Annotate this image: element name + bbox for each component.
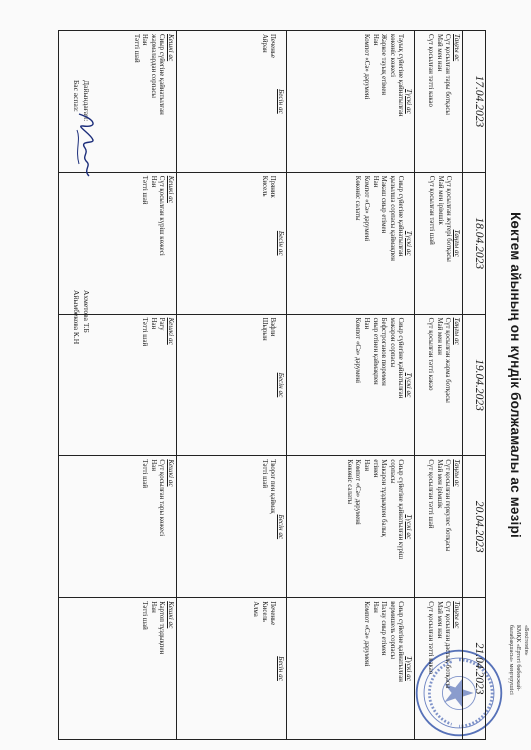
signature-icon <box>71 110 101 180</box>
snack-cell <box>177 314 287 456</box>
meal-label: Кешкі ас <box>167 317 175 345</box>
dish: Шырын <box>260 317 268 341</box>
approval-line: балабақшасы» меңгерушісі <box>508 625 514 695</box>
lunch-cell <box>287 31 415 173</box>
dish: Нан <box>371 175 379 188</box>
dinner-cell <box>59 456 177 598</box>
dish: Май мен ірімшік <box>435 459 443 509</box>
dish: Нан <box>149 459 157 471</box>
meal-label: Таңғы ас <box>453 459 461 487</box>
meal-label: Таңғы ас <box>453 317 461 345</box>
dish: жармалардан сорпасы <box>149 34 157 98</box>
dish: сиыр етінен қаймақпен <box>371 317 379 385</box>
dish: Сиыр сүйегіне қайнатылған <box>397 317 405 399</box>
dish: Сүт қосылған дастық ботқасы <box>444 601 452 689</box>
lunch-row <box>287 31 415 740</box>
dish: Тауық сүйегіне қайнатылған <box>397 34 405 117</box>
meal-label: Бесін ас <box>277 89 285 114</box>
head-cook-name: Айымбекова К.Н <box>72 290 81 345</box>
dish: Кисель <box>260 175 268 197</box>
dish: Нан <box>141 34 149 46</box>
meal-label: Түскі ас <box>405 89 413 114</box>
meal-label: Кешкі ас <box>167 459 175 487</box>
dish: Сүт қосылған геркулес ботқасы <box>444 459 452 552</box>
dish: Творог пен қаймақ <box>269 459 277 514</box>
dish: Сүт қосылған тәтті шай <box>427 459 435 529</box>
dish: Палау сиыр етімен <box>380 601 388 656</box>
dish: Пряник <box>269 175 277 198</box>
dish: Май мен нан <box>435 34 443 72</box>
dish: вермишель сорпасы <box>388 601 396 660</box>
prepared-by-name: Ахметова Т.Б <box>82 290 91 333</box>
dish: Сүт қосылған жарма ботқасы <box>444 317 452 403</box>
dish: Сиыр сүйегіне қайнатылған <box>158 34 166 115</box>
dish: Нан <box>149 317 157 330</box>
dish: Нан <box>371 34 379 46</box>
dish: Тәтті шай <box>141 317 149 347</box>
meal-label: Таңғы ас <box>453 34 461 62</box>
dish: Печенье <box>269 34 277 58</box>
meal-label: Бесін ас <box>277 656 285 681</box>
date-cell: 20.04.2023 <box>463 456 486 598</box>
approval-block <box>507 625 530 745</box>
lunch-cell <box>287 314 415 456</box>
lunch-cell <box>287 456 415 598</box>
dish: Сиыр сүйегіне қайнатылған күріш <box>397 459 405 560</box>
dish: Алма <box>252 601 260 617</box>
snack-row <box>177 31 287 740</box>
dish: Макарон тұздықпен балық <box>380 459 388 537</box>
breakfast-cell <box>415 314 463 456</box>
dish: Рагу <box>158 317 166 331</box>
dish: Нан <box>149 601 157 613</box>
dish: Май мен нан <box>435 601 443 639</box>
date-cell: 21.04.2023 <box>463 598 486 740</box>
meal-label: Түскі ас <box>405 372 413 398</box>
breakfast-cell <box>415 31 463 173</box>
meal-label: Түскі ас <box>405 514 413 540</box>
dish: Нан <box>371 601 379 613</box>
dinner-cell <box>59 598 177 740</box>
date-cell: 19.04.2023 <box>463 314 486 456</box>
date-cell: 17.04.2023 <box>463 31 486 173</box>
dish: Май мен нан <box>435 317 443 355</box>
lunch-cell <box>287 172 415 314</box>
dish: Сүт қосылған тәтті какао <box>427 34 435 107</box>
head-cook-label: Бас аспаз: <box>72 80 81 112</box>
dish: Бефстроганов пюремен <box>380 317 388 386</box>
meal-label: Кешкі ас <box>167 34 175 62</box>
meal-label: Түскі ас <box>405 230 413 256</box>
dish: Кисель <box>260 601 268 622</box>
meal-label: Бесін ас <box>277 230 285 256</box>
meal-label: Таңғы ас <box>453 601 461 629</box>
dish: Сүт қосылған тәтті какао <box>427 317 435 391</box>
date-row <box>463 31 486 740</box>
dish: Картоп тұздықпен <box>158 601 166 655</box>
dish: Сүт қосылған тәтті шай <box>428 175 436 245</box>
breakfast-cell <box>415 172 463 314</box>
dish: Сиыр сүйегіне қайнатылған <box>397 175 405 257</box>
dish: Компот «Сә» дәруменi <box>354 459 362 525</box>
date-cell: 18.04.2023 <box>463 172 486 314</box>
meal-label: Бесін ас <box>277 514 285 540</box>
approval-line: КМҚК «Ертегі бөбекжай- <box>515 625 522 691</box>
dish: Тәтті шай <box>141 459 149 488</box>
dish: Тәтті шай <box>141 601 149 630</box>
dish: Май мен ірімшік <box>436 175 444 225</box>
dish: Тәтті шай <box>132 34 140 63</box>
meal-label: Бесін ас <box>277 372 285 398</box>
dish: Нан <box>363 317 371 330</box>
dish: Компот «Сә» дәруменi <box>354 317 362 383</box>
dish: Сүт қосылған жүгері ботқасы <box>445 175 453 262</box>
page-title: Көктем айының он күндік болжамалы ас мәзірі <box>508 212 523 538</box>
breakfast-cell <box>415 456 463 598</box>
dish: Жаркое тауық етімен <box>380 34 388 96</box>
dish: Сүт қосылған күріш көжесі <box>158 175 166 256</box>
lunch-cell <box>287 598 415 740</box>
dish: Тәтті шай <box>141 175 149 205</box>
meal-label: Таңғы ас <box>453 229 461 257</box>
breakfast-row <box>415 31 463 740</box>
dish: Макаш сиыр етімен <box>380 175 388 234</box>
prepared-by-label: Дайындаған: <box>82 80 91 122</box>
dish: макарон сорпасы <box>388 317 396 368</box>
dish: қызылша сорпасы қаймақпен <box>388 175 396 261</box>
dish: етінен <box>371 459 379 478</box>
dish: Компот «Сә» дәруменi <box>363 34 371 100</box>
snack-cell <box>177 598 287 740</box>
dish: Сүт қосылған тәтті какао <box>427 601 435 675</box>
meal-label: Түскі ас <box>405 656 413 681</box>
dish: Көкөніс салаты <box>354 175 362 221</box>
dish: Айран <box>260 34 268 53</box>
meal-label: Кешкі ас <box>167 175 175 203</box>
snack-cell <box>177 31 287 173</box>
dish: Нан <box>149 175 157 188</box>
dish: сорпасы <box>388 459 396 484</box>
snack-cell <box>177 456 287 598</box>
menu-table <box>58 30 486 740</box>
dish: Печенье <box>269 601 277 626</box>
dish: Вафли <box>269 317 277 337</box>
dish: Компот «Сә» дәруменi <box>363 601 371 667</box>
snack-cell <box>177 172 287 314</box>
dish: Сүт қосылған тары көжесі <box>158 459 166 537</box>
approval-line: «Бекітемін» <box>523 625 529 656</box>
dish: көкөніс көжесі <box>388 34 396 78</box>
dish: Сиыр сүйегіне қайнатылған <box>397 601 405 682</box>
dish: Көкөніс салаты <box>345 459 353 505</box>
dish: Сүт қосылған тары ботқасы <box>444 34 452 115</box>
dish: Компот «Сә» дәруменi <box>363 175 371 242</box>
breakfast-cell <box>415 598 463 740</box>
dish: Тәтті шай <box>260 459 268 488</box>
dish: Нан <box>363 459 371 471</box>
meal-label: Кешкі ас <box>167 601 175 629</box>
